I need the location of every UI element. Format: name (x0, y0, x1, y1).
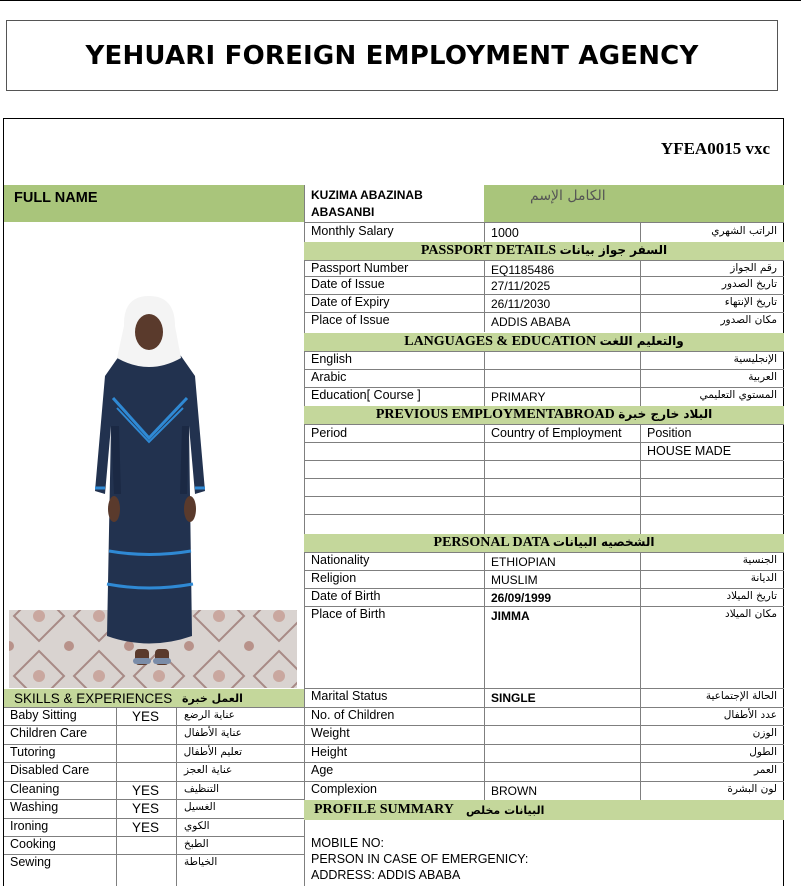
personal-value (485, 764, 497, 766)
skill-value: YES (132, 783, 160, 798)
grid-line (640, 222, 641, 242)
skill-arabic: تعليم الأطفال (183, 746, 242, 758)
profile-address: ADDRESS: ADDIS ABABA (311, 868, 461, 882)
personal-label: No. of Children (311, 708, 395, 722)
grid-line (640, 424, 641, 534)
passport-value: EQ1185486 (491, 263, 555, 277)
personal-arabic: الحالة الإجتماعية (705, 690, 777, 702)
skill-label: Disabled Care (10, 763, 90, 777)
personal-label: Height (311, 745, 348, 759)
languages-label: Education[ Course ] (311, 388, 421, 402)
personal-arabic: الوزن (752, 727, 777, 739)
passport-value: 26/11/2030 (491, 297, 551, 311)
employment-cell (485, 461, 497, 463)
personal-arabic: عدد الأطفال (723, 709, 777, 721)
skill-value (126, 745, 138, 747)
personal-arabic: العمر (753, 764, 777, 776)
personal-value (485, 746, 497, 748)
skill-value: YES (132, 709, 160, 724)
languages-arabic: المستوي التعليمي (699, 389, 777, 401)
passport-arabic: رقم الجواز (730, 262, 777, 274)
skills-title: SKILLS & EXPERIENCES (14, 691, 173, 706)
languages-arabic: الإنجليسية (733, 353, 777, 365)
passport-label: Place of Issue (311, 313, 390, 327)
full-name-label: FULL NAME (14, 190, 98, 206)
personal-value: SINGLE (491, 691, 536, 705)
languages-section-header (304, 333, 784, 351)
languages-value: PRIMARY (491, 390, 546, 404)
applicant-photo (9, 226, 297, 688)
skill-label: Cleaning (10, 782, 60, 796)
passport-label: Passport Number (311, 261, 409, 275)
passport-arabic: تاريخ الإنتهاء (724, 296, 777, 308)
languages-title: LANGUAGES & EDUCATION (404, 334, 597, 349)
personal-arabic: الطول (749, 746, 777, 758)
employment-cell: HOUSE MADE (647, 444, 732, 458)
full-name-value-line1: KUZIMA ABAZINAB (311, 188, 423, 202)
personal-label: Date of Birth (311, 589, 381, 603)
employment-header-2: Position (647, 426, 692, 440)
applicant-figure-icon (9, 226, 297, 688)
personal-value: ETHIOPIAN (491, 555, 556, 569)
languages-value (485, 353, 497, 355)
languages-label: English (311, 352, 352, 366)
passport-value: 27/11/2025 (491, 279, 551, 293)
top-border (0, 0, 801, 1)
monthly-salary-arabic: الراتب الشهري (711, 225, 777, 237)
full-name-arabic-cell (484, 185, 784, 222)
personal-title-arabic: الشخصيه البيانات (552, 535, 655, 549)
employment-cell (485, 515, 497, 517)
skill-label: Tutoring (10, 745, 56, 759)
employment-cell (485, 497, 497, 499)
skill-arabic: عناية الرضع (184, 709, 235, 721)
languages-title-arabic: والتعليم اللغت (599, 334, 684, 348)
skill-arabic: التنظيف (184, 783, 220, 795)
employment-header-0: Period (311, 426, 348, 440)
passport-title: PASSPORT DETAILS (420, 243, 557, 258)
skill-value: YES (132, 801, 160, 816)
full-name-arabic: الكامل الإسم (530, 188, 606, 204)
employment-cell (305, 443, 317, 445)
skills-section-header (4, 689, 304, 707)
employment-cell (485, 479, 497, 481)
skill-value (126, 855, 138, 857)
personal-label: Age (311, 763, 334, 777)
grid-line (304, 478, 784, 479)
personal-value: 26/09/1999 (491, 591, 552, 605)
employment-cell (641, 461, 653, 463)
personal-label: Religion (311, 571, 357, 585)
languages-value (485, 371, 497, 373)
personal-value: BROWN (491, 784, 537, 798)
languages-arabic: العربية (748, 371, 777, 383)
personal-label: Marital Status (311, 689, 388, 703)
skill-label: Cooking (10, 837, 56, 851)
skill-label: Baby Sitting (10, 708, 77, 722)
skill-label: Sewing (10, 855, 51, 869)
grid-line (304, 496, 784, 497)
employment-section-header (304, 406, 784, 424)
passport-arabic: مكان الصدور (720, 314, 777, 326)
skill-arabic: الغسيل (184, 801, 216, 813)
reference-code: YFEA0015 vxc (660, 139, 770, 158)
profile-summary-title-arabic: البيانات مخلص (466, 804, 545, 817)
profile-summary-header (304, 800, 784, 820)
passport-arabic: تاريخ الصدور (721, 278, 777, 290)
personal-arabic: الديانة (750, 572, 777, 584)
skill-arabic: عناية العجز (184, 764, 233, 776)
employment-title-arabic: البلاد خارج خبرة (618, 407, 713, 421)
skill-arabic: الكوي (184, 820, 210, 832)
skill-label: Ironing (10, 819, 49, 833)
employment-cell (305, 461, 317, 463)
employment-cell (641, 497, 653, 499)
personal-value (485, 727, 497, 729)
passport-label: Date of Expiry (311, 295, 390, 309)
employment-cell (305, 515, 317, 517)
full-name-value-line2: ABASANBI (311, 205, 375, 219)
grid-line (304, 460, 784, 461)
passport-section-header (304, 242, 784, 260)
personal-value: JIMMA (491, 609, 530, 623)
full-name-label-cell (4, 185, 304, 222)
agency-title: YEHUARI FOREIGN EMPLOYMENT AGENCY (6, 20, 778, 91)
personal-arabic: تاريخ الميلاد (726, 590, 777, 602)
skill-value: YES (132, 820, 160, 835)
employment-cell (305, 497, 317, 499)
profile-mobile: MOBILE NO: (311, 836, 384, 850)
personal-title: PERSONAL DATA (433, 535, 550, 550)
employment-cell (305, 479, 317, 481)
personal-arabic: مكان الميلاد (725, 608, 777, 620)
monthly-salary-value: 1000 (491, 226, 519, 240)
employment-title: PREVIOUS EMPLOYMENTABROAD (375, 407, 615, 422)
grid-line (176, 707, 177, 886)
skill-value (126, 763, 138, 765)
grid-line (116, 707, 117, 886)
skill-value (126, 837, 138, 839)
personal-value: MUSLIM (491, 573, 538, 587)
skills-title-arabic: العمل خبرة (182, 692, 243, 705)
personal-section-header (304, 534, 784, 552)
profile-summary-title: PROFILE SUMMARY (314, 802, 454, 817)
personal-value (485, 709, 497, 711)
profile-emergency-contact: PERSON IN CASE OF EMERGENICY: (311, 852, 529, 866)
skill-arabic: الخياطة (184, 856, 218, 868)
grid-line (484, 222, 485, 242)
passport-label: Date of Issue (311, 277, 385, 291)
grid-line (304, 514, 784, 515)
personal-label: Weight (311, 726, 350, 740)
monthly-salary-label: Monthly Salary (311, 224, 394, 238)
passport-title-arabic: السفر جواز بيانات (559, 243, 668, 257)
passport-value: ADDIS ABABA (491, 315, 571, 329)
skill-value (126, 726, 138, 728)
employment-cell (641, 515, 653, 517)
personal-arabic: الجنسية (742, 554, 777, 566)
personal-label: Complexion (311, 782, 378, 796)
languages-label: Arabic (311, 370, 347, 384)
employment-cell (641, 479, 653, 481)
employment-header-1: Country of Employment (491, 426, 622, 440)
personal-arabic: لون البشرة (727, 783, 777, 795)
personal-label: Place of Birth (311, 607, 386, 621)
skill-label: Children Care (10, 726, 88, 740)
skill-label: Washing (10, 800, 59, 814)
personal-label: Nationality (311, 553, 370, 567)
grid-line (484, 424, 485, 534)
skill-arabic: عناية الأطفال (184, 727, 242, 739)
employment-cell (485, 443, 497, 445)
skill-arabic: الطبخ (184, 838, 209, 850)
